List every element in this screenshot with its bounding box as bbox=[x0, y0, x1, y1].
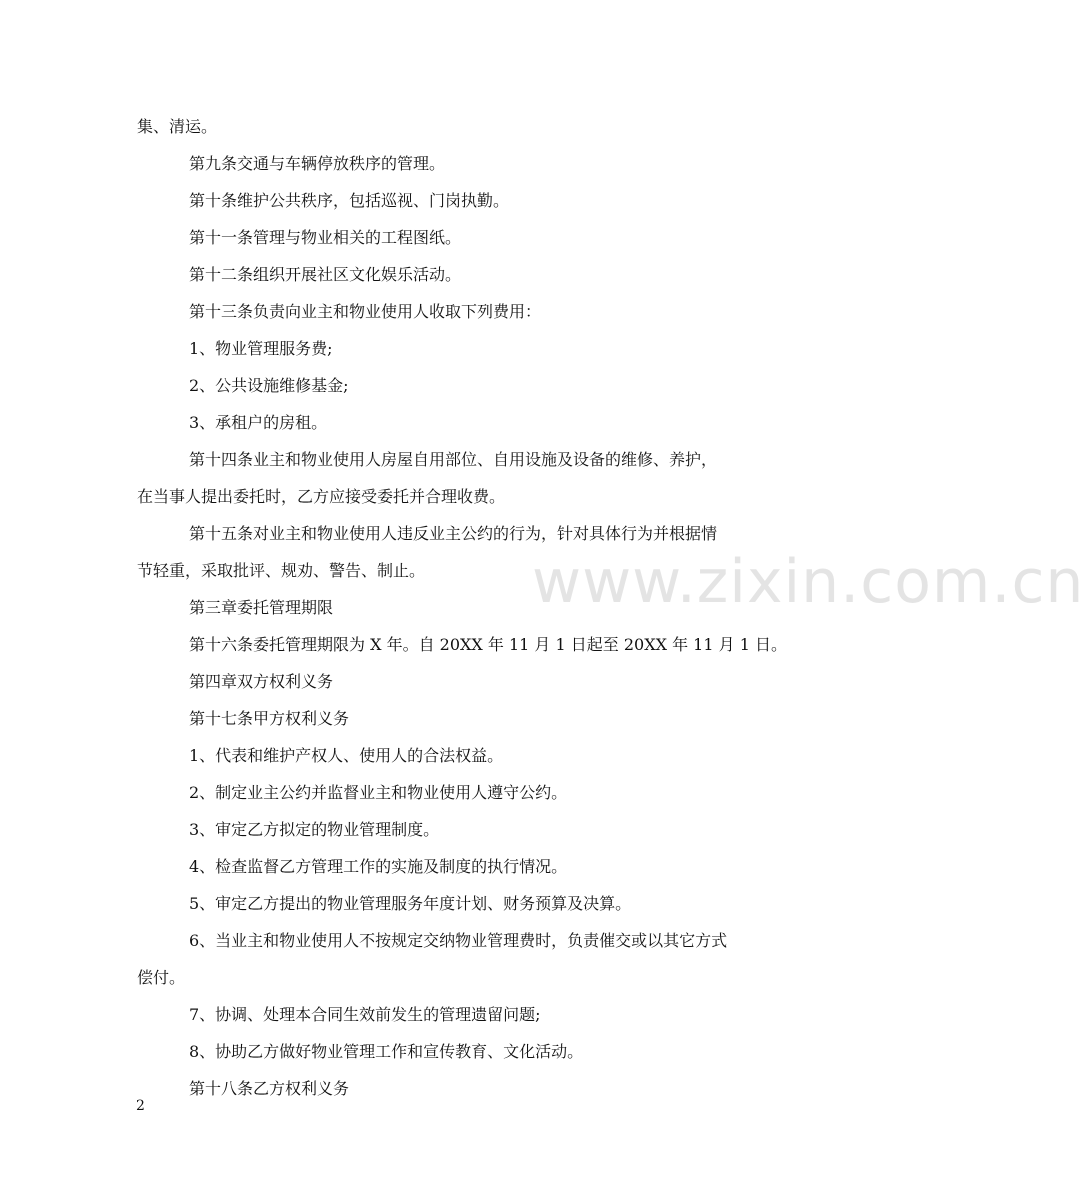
text-line: 8、协助乙方做好物业管理工作和宣传教育、文化活动。 bbox=[189, 1042, 584, 1061]
text-line: 6、当业主和物业使用人不按规定交纳物业管理费时，负责催交或以其它方式 bbox=[189, 931, 728, 950]
text-line: 1、代表和维护产权人、使用人的合法权益。 bbox=[189, 746, 504, 765]
text-line: 第十条维护公共秩序，包括巡视、门岗执勤。 bbox=[189, 191, 510, 210]
text-line: 3、承租户的房租。 bbox=[189, 413, 328, 432]
text-line: 第九条交通与车辆停放秩序的管理。 bbox=[189, 154, 446, 173]
text-line: 第十一条管理与物业相关的工程图纸。 bbox=[189, 228, 462, 247]
text-line: 3、审定乙方拟定的物业管理制度。 bbox=[189, 820, 440, 839]
text-line: 4、检查监督乙方管理工作的实施及制度的执行情况。 bbox=[189, 857, 568, 876]
document-body bbox=[137, 108, 787, 1107]
text-line: 在当事人提出委托时，乙方应接受委托并合理收费。 bbox=[137, 487, 506, 506]
page-number: 2 bbox=[136, 1098, 145, 1114]
text-line: 第十三条负责向业主和物业使用人收取下列费用： bbox=[189, 302, 542, 321]
text-line: 第四章双方权利义务 bbox=[189, 672, 334, 691]
text-line: 5、审定乙方提出的物业管理服务年度计划、财务预算及决算。 bbox=[189, 894, 632, 913]
text-line: 2、公共设施维修基金; bbox=[189, 376, 349, 395]
text-line: 第十二条组织开展社区文化娱乐活动。 bbox=[189, 265, 462, 284]
watermark: www.zixin.com.cn bbox=[532, 547, 1084, 617]
text-line: 第十四条业主和物业使用人房屋自用部位、自用设施及设备的维修、养护， bbox=[189, 450, 718, 469]
text-line: 偿付。 bbox=[137, 968, 186, 987]
text-line: 第十七条甲方权利义务 bbox=[189, 709, 350, 728]
text-line: 2、制定业主公约并监督业主和物业使用人遵守公约。 bbox=[189, 783, 568, 802]
text-line: 第三章委托管理期限 bbox=[189, 598, 334, 617]
text-line: 第十五条对业主和物业使用人违反业主公约的行为，针对具体行为并根据情 bbox=[189, 524, 718, 543]
text-line: 第十六条委托管理期限为 X 年。自 20XX 年 11 月 1 日起至 20XX 年 11 月 1 日。 bbox=[189, 635, 787, 654]
text-line: 7、协调、处理本合同生效前发生的管理遗留问题; bbox=[189, 1005, 541, 1024]
text-line: 第十八条乙方权利义务 bbox=[189, 1079, 350, 1098]
text-line: 节轻重，采取批评、规劝、警告、制止。 bbox=[137, 561, 426, 580]
text-line: 集、清运。 bbox=[137, 117, 218, 136]
text-line: 1、物业管理服务费; bbox=[189, 339, 333, 358]
